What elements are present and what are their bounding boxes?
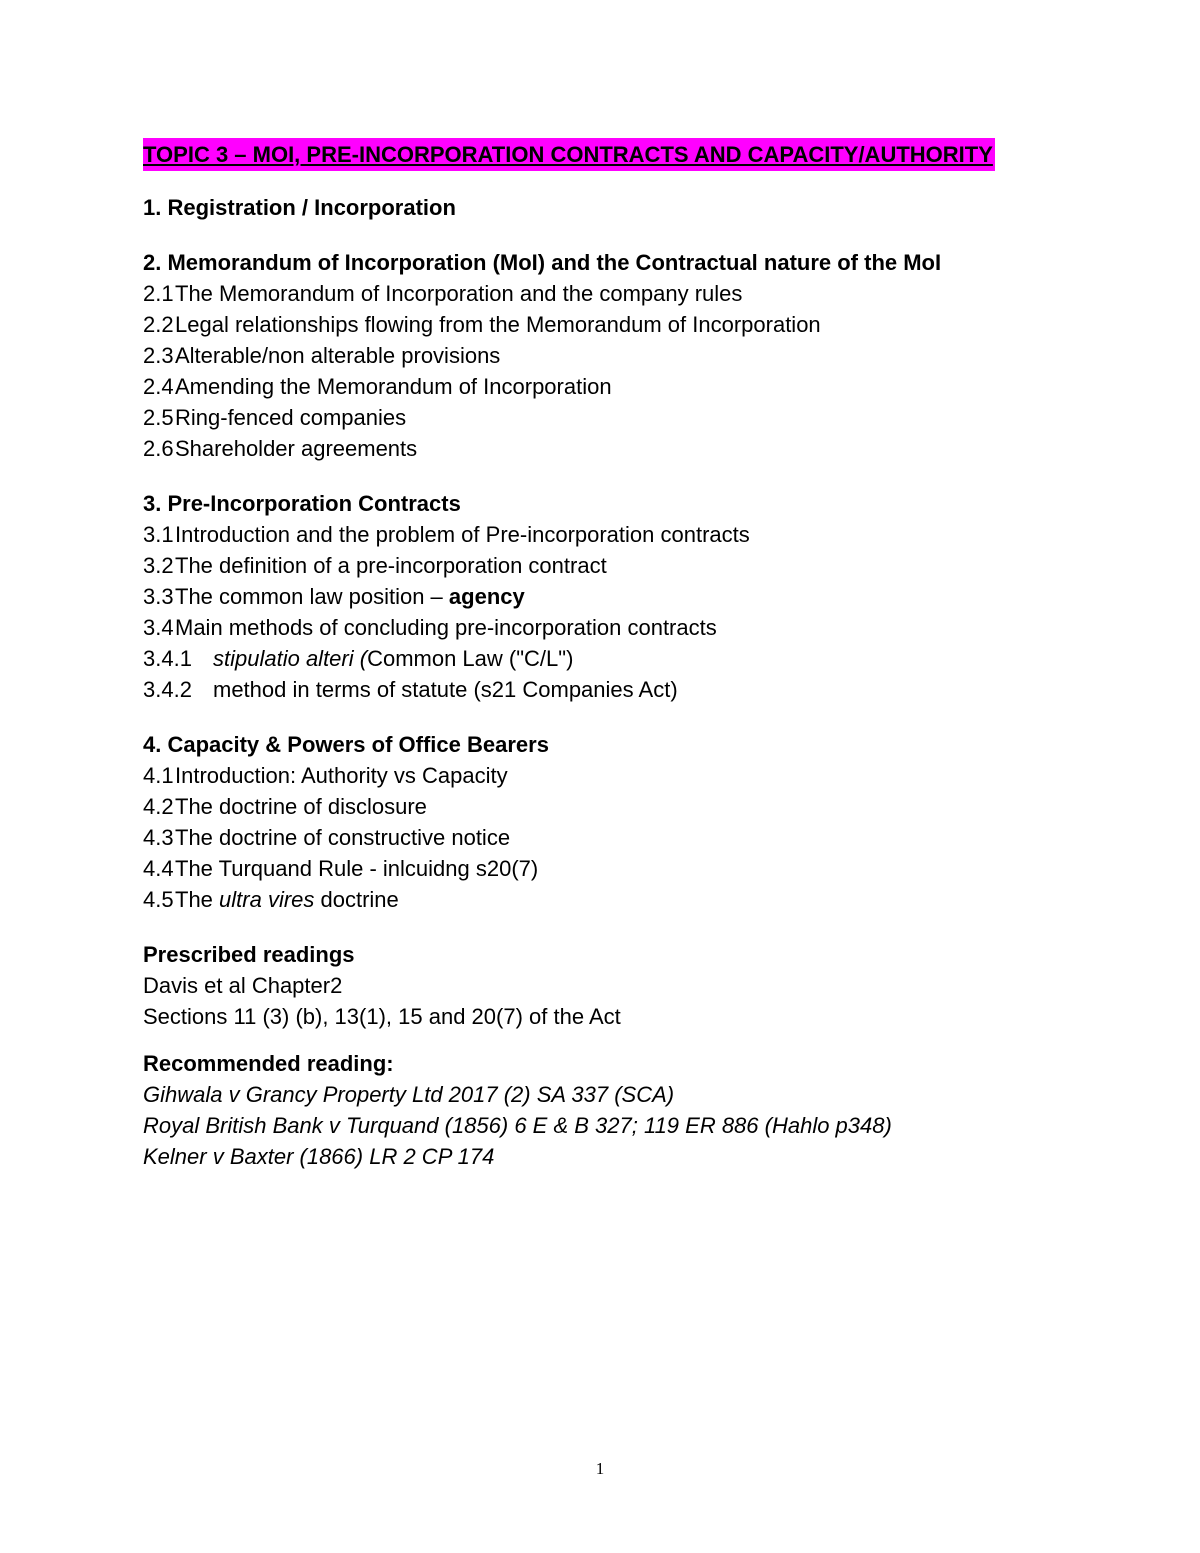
item-text: The Memorandum of Incorporation and the company rules [175, 281, 743, 306]
section-2-heading: 2. Memorandum of Incorporation (MoI) and the Contractual nature of the MoI [143, 250, 942, 275]
list-item [143, 433, 1103, 464]
item-number: 4.5 [143, 887, 174, 912]
list-item [143, 371, 1103, 402]
item-number: 3.4.1 [143, 646, 192, 671]
item-text: The common law position – [175, 584, 449, 609]
item-bold-text: agency [448, 584, 525, 609]
list-item [143, 760, 1103, 791]
spacer [143, 915, 1103, 939]
sub-list-item [143, 643, 1103, 674]
list-item [143, 278, 1103, 309]
item-text: The Turquand Rule - inlcuidng s20(7) [175, 856, 539, 881]
item-text: Legal relationships flowing from the Memorandum of Incorporation [175, 312, 821, 337]
item-number: 3.4.2 [143, 677, 192, 702]
list-item [143, 340, 1103, 371]
prescribed-reading-line: Sections 11 (3) (b), 13(1), 15 and 20(7) of the Act [143, 1004, 621, 1029]
prescribed-readings-heading: Prescribed readings [143, 942, 355, 967]
list-item [143, 519, 1103, 550]
section-1-heading: 1. Registration / Incorporation [143, 195, 456, 220]
sub-list-item [143, 674, 1103, 705]
list-item [143, 550, 1103, 581]
item-number: 3.4 [143, 615, 174, 640]
list-item [143, 309, 1103, 340]
prescribed-reading-line: Davis et al Chapter2 [143, 973, 343, 998]
recommended-reading-heading: Recommended reading: [143, 1051, 394, 1076]
list-item [143, 822, 1103, 853]
item-number: 3.3 [143, 584, 174, 609]
item-number: 2.6 [143, 436, 174, 461]
spacer [143, 1032, 1103, 1048]
item-number: 4.3 [143, 825, 174, 850]
spacer [143, 464, 1103, 488]
list-item [143, 884, 1103, 915]
item-number: 4.2 [143, 794, 174, 819]
item-text: The definition of a pre-incorporation contract [175, 553, 607, 578]
item-text: Alterable/non alterable provisions [175, 343, 501, 368]
item-number: 2.4 [143, 374, 174, 399]
list-item [143, 402, 1103, 433]
spacer [143, 705, 1103, 729]
item-italic-text: stipulatio alteri ( [213, 646, 368, 671]
recommended-reading-line: Gihwala v Grancy Property Ltd 2017 (2) SA 337 (SCA) [143, 1082, 675, 1107]
item-text: Introduction: Authority vs Capacity [175, 763, 508, 788]
page-number: 1 [595, 1459, 605, 1478]
item-number: 2.5 [143, 405, 174, 430]
item-text: Main methods of concluding pre-incorporation contracts [175, 615, 717, 640]
list-item [143, 581, 1103, 612]
item-number: 3.2 [143, 553, 174, 578]
section-3-heading: 3. Pre-Incorporation Contracts [143, 491, 461, 516]
item-number: 4.4 [143, 856, 174, 881]
list-item [143, 612, 1103, 643]
item-text: doctrine [314, 887, 399, 912]
item-text: The doctrine of disclosure [175, 794, 427, 819]
item-number: 2.1 [143, 281, 174, 306]
spacer [143, 223, 1103, 247]
item-number: 2.2 [143, 312, 174, 337]
item-text: Amending the Memorandum of Incorporation [175, 374, 612, 399]
item-number: 4.1 [143, 763, 174, 788]
item-text: Ring-fenced companies [175, 405, 407, 430]
item-text: Common Law ("C/L") [367, 646, 574, 671]
item-number: 2.3 [143, 343, 174, 368]
item-text: The doctrine of constructive notice [175, 825, 511, 850]
item-pre-text: The [175, 887, 220, 912]
list-item [143, 791, 1103, 822]
item-italic-text: ultra vires [219, 887, 315, 912]
section-4-heading: 4. Capacity & Powers of Office Bearers [143, 732, 549, 757]
document-title: TOPIC 3 – MOI, PRE-INCORPORATION CONTRACTS AND CAPACITY/AUTHORITY [143, 138, 995, 171]
list-item [143, 853, 1103, 884]
recommended-reading-line: Kelner v Baxter (1866) LR 2 CP 174 [143, 1144, 495, 1169]
item-text: Shareholder agreements [175, 436, 418, 461]
item-text: method in terms of statute (s21 Companies Act) [213, 677, 678, 702]
document-page [143, 138, 1103, 1172]
item-number: 3.1 [143, 522, 174, 547]
item-text: Introduction and the problem of Pre-incorporation contracts [175, 522, 750, 547]
recommended-reading-line: Royal British Bank v Turquand (1856) 6 E & B 327; 119 ER 886 (Hahlo p348) [143, 1113, 892, 1138]
